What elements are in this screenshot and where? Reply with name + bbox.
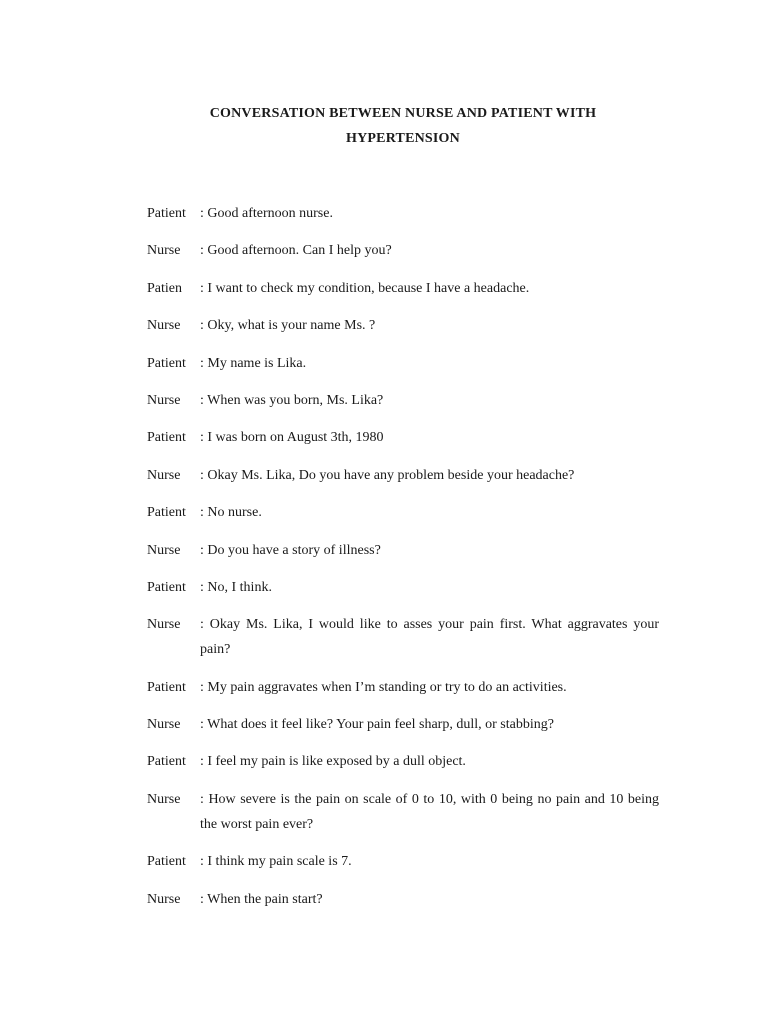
- speaker-label: Patient: [147, 679, 186, 695]
- dialogue-line: [147, 425, 659, 450]
- speaker-label: Patien: [147, 280, 182, 296]
- utterance-text: : Okay Ms. Lika, Do you have any problem beside your headache?: [200, 463, 659, 488]
- utterance-text: : I want to check my condition, because I have a headache.: [200, 276, 659, 301]
- dialogue-line: [147, 463, 659, 488]
- dialogue-line: [147, 201, 659, 226]
- utterance-text: : Okay Ms. Lika, I would like to asses your pain first. What aggravates your pain?: [200, 612, 659, 662]
- speaker-label: Patient: [147, 579, 186, 595]
- utterance-text: : Good afternoon. Can I help you?: [200, 238, 659, 263]
- utterance-text: : No nurse.: [200, 500, 659, 525]
- speaker-label: Patient: [147, 854, 186, 870]
- utterance-text: : Good afternoon nurse.: [200, 201, 659, 226]
- speaker-label: Patient: [147, 754, 186, 770]
- dialogue-line: [147, 500, 659, 525]
- utterance-text: : How severe is the pain on scale of 0 to 10, with 0 being no pain and 10 being the worst pain ever?: [200, 787, 659, 837]
- dialogue-line: [147, 276, 659, 301]
- utterance-text: : No, I think.: [200, 575, 659, 600]
- utterance-text: : My pain aggravates when I’m standing or try to do an activities.: [200, 675, 659, 700]
- speaker-label: Nurse: [147, 891, 181, 907]
- dialogue-line: [147, 238, 659, 263]
- utterance-text: : When the pain start?: [200, 887, 659, 912]
- speaker-label: Nurse: [147, 243, 181, 259]
- utterance-text: : My name is Lika.: [200, 351, 659, 376]
- dialogue-line: [147, 388, 659, 413]
- dialogue-line: [147, 849, 659, 874]
- speaker-label: Nurse: [147, 717, 181, 733]
- speaker-label: Nurse: [147, 542, 181, 558]
- page-title: [0, 101, 768, 151]
- speaker-label: Patient: [147, 430, 186, 446]
- speaker-label: Patient: [147, 206, 186, 221]
- dialogue-line: [147, 787, 659, 837]
- utterance-text: : Oky, what is your name Ms. ?: [200, 313, 659, 338]
- utterance-text: : What does it feel like? Your pain feel sharp, dull, or stabbing?: [200, 712, 659, 737]
- dialogue-line: [147, 887, 659, 912]
- speaker-label: Patient: [147, 355, 186, 371]
- utterance-text: : I think my pain scale is 7.: [200, 849, 659, 874]
- dialogue-line: [147, 313, 659, 338]
- speaker-label: Nurse: [147, 392, 181, 408]
- dialogue-line: [147, 749, 659, 774]
- utterance-text: : I was born on August 3th, 1980: [200, 425, 659, 450]
- speaker-label: Nurse: [147, 617, 181, 633]
- speaker-label: Nurse: [147, 467, 181, 483]
- dialogue-list: [147, 201, 659, 924]
- utterance-text: : I feel my pain is like exposed by a dull object.: [200, 749, 659, 774]
- dialogue-line: [147, 538, 659, 563]
- dialogue-line: [147, 351, 659, 376]
- utterance-text: : When was you born, Ms. Lika?: [200, 388, 659, 413]
- speaker-label: Nurse: [147, 318, 181, 334]
- utterance-text: : Do you have a story of illness?: [200, 538, 659, 563]
- dialogue-line: [147, 612, 659, 662]
- dialogue-line: [147, 675, 659, 700]
- speaker-label: Nurse: [147, 791, 181, 807]
- dialogue-line: [147, 575, 659, 600]
- dialogue-line: [147, 712, 659, 737]
- speaker-label: Patient: [147, 505, 186, 521]
- title-line-1: CONVERSATION BETWEEN NURSE AND PATIENT WITH: [209, 106, 597, 121]
- title-line-2: HYPERTENSION: [346, 131, 460, 146]
